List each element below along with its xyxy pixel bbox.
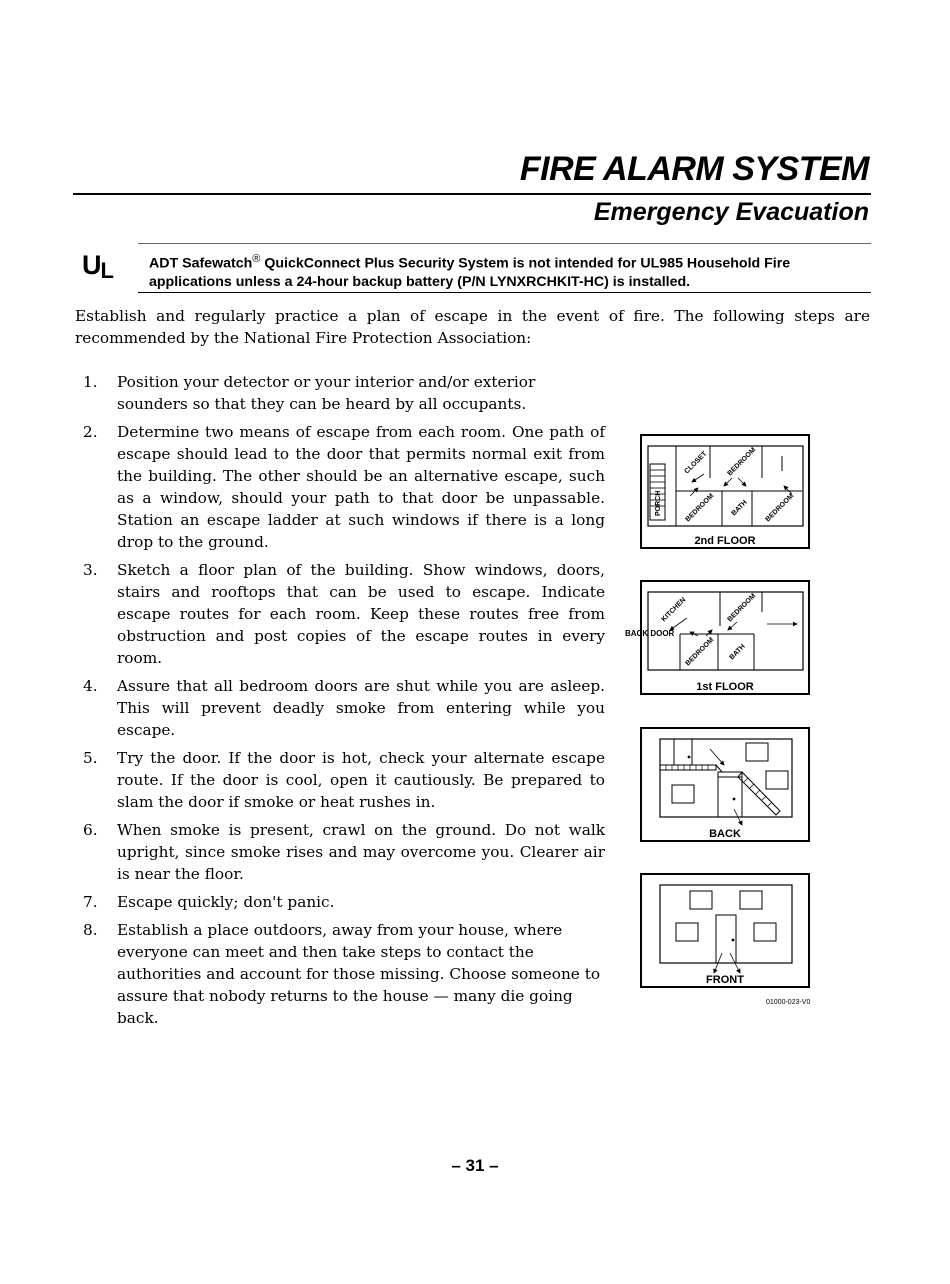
step-number: 4. xyxy=(83,677,98,695)
step-number: 7. xyxy=(83,893,98,911)
ul-logo xyxy=(82,250,113,281)
ul-note-text: QuickConnect Plus Security System is not intended for UL985 Household Fire applications unless a 24-hour backup battery (P/N LYNXRCHKIT-HC) is installed. xyxy=(149,255,791,290)
label-bedroom-2: BEDROOM xyxy=(684,636,716,668)
list-item xyxy=(75,819,605,885)
house-back-view xyxy=(642,729,808,840)
label-bedroom-1: BEDROOM xyxy=(726,592,758,624)
list-item xyxy=(75,559,605,669)
title-rule xyxy=(73,193,871,195)
step-number: 2. xyxy=(83,423,98,441)
figure-2nd-floor xyxy=(640,434,810,549)
house-front-view xyxy=(642,875,808,986)
figure-label: FRONT xyxy=(706,974,744,986)
list-item xyxy=(75,421,605,553)
step-text: Position your detector or your interior and/or exterior sounders so that they can be heard by all occupants. xyxy=(117,373,536,413)
step-text: Try the door. If the door is hot, check your alternate escape route. If the door is cool, open it cautiously. Be prepared to slam the door if smoke or heat rushes in. xyxy=(117,749,605,811)
steps-list xyxy=(75,371,605,1035)
label-back-door: BACK DOOR xyxy=(625,629,675,638)
figure-back xyxy=(640,727,810,842)
step-number: 8. xyxy=(83,921,98,939)
label-porch: PORCH xyxy=(655,490,662,516)
step-text: Sketch a floor plan of the building. Show windows, doors, stairs and rooftops that can be used to escape. Indicate escape routes for each room. Keep these routes free from obstruction and post copies of the escape routes in every room. xyxy=(117,561,605,667)
figure-code: 01000-023-V0 xyxy=(766,999,811,1006)
step-number: 5. xyxy=(83,749,98,767)
list-item xyxy=(75,919,605,1029)
intro-paragraph: Establish and regularly practice a plan of escape in the event of fire. The following steps are recommended by the National Fire Protection Association: xyxy=(75,307,870,347)
ul-logo-l: L xyxy=(100,258,113,283)
floor-plan-2nd xyxy=(642,436,808,547)
label-kitchen: KITCHEN xyxy=(660,596,688,624)
step-number: 6. xyxy=(83,821,98,839)
step-text: Determine two means of escape from each room. One path of escape should lead to the door that permits normal exit from the building. The other should be an alternative escape, such as a window, should your path to that door be unpassable. Station an escape ladder at such windows if there is a long drop to the ground. xyxy=(117,423,605,551)
label-closet: CLOSET xyxy=(683,450,709,476)
ul-logo-u: U xyxy=(82,250,101,280)
page-subtitle: Emergency Evacuation xyxy=(593,198,869,226)
step-text: Escape quickly; don't panic. xyxy=(117,893,335,911)
label-bedroom-3: BEDROOM xyxy=(764,492,796,524)
label-bath: BATH xyxy=(730,499,749,518)
figure-front xyxy=(640,873,810,988)
list-item xyxy=(75,891,605,913)
figure-label: 2nd FLOOR xyxy=(694,535,756,547)
step-text: When smoke is present, crawl on the ground. Do not walk upright, since smoke rises and may overcome you. Clearer air is near the floor. xyxy=(117,821,605,883)
page-number: – 31 – xyxy=(451,1156,499,1175)
ul-note xyxy=(149,250,869,291)
page-title: FIRE ALARM SYSTEM xyxy=(519,150,869,188)
figure-label: 1st FLOOR xyxy=(696,681,754,693)
step-number: 3. xyxy=(83,561,98,579)
list-item xyxy=(75,675,605,741)
figure-label: BACK xyxy=(709,828,741,840)
list-item xyxy=(75,371,605,415)
ul-note-brand: ADT Safewatch xyxy=(149,255,253,272)
registered-mark: ® xyxy=(252,253,261,265)
label-bedroom-2: BEDROOM xyxy=(684,492,716,524)
step-number: 1. xyxy=(83,373,98,391)
label-bedroom-1: BEDROOM xyxy=(726,446,758,478)
step-text: Establish a place outdoors, away from your house, where everyone can meet and then take steps to contact the authorities and account for those missing. Choose someone to assure that nobody returns to the house — many die going back. xyxy=(117,921,601,1027)
label-bath: BATH xyxy=(728,643,747,662)
list-item xyxy=(75,747,605,813)
step-text: Assure that all bedroom doors are shut while you are asleep. This will prevent deadly smoke from entering while you escape. xyxy=(117,677,605,739)
